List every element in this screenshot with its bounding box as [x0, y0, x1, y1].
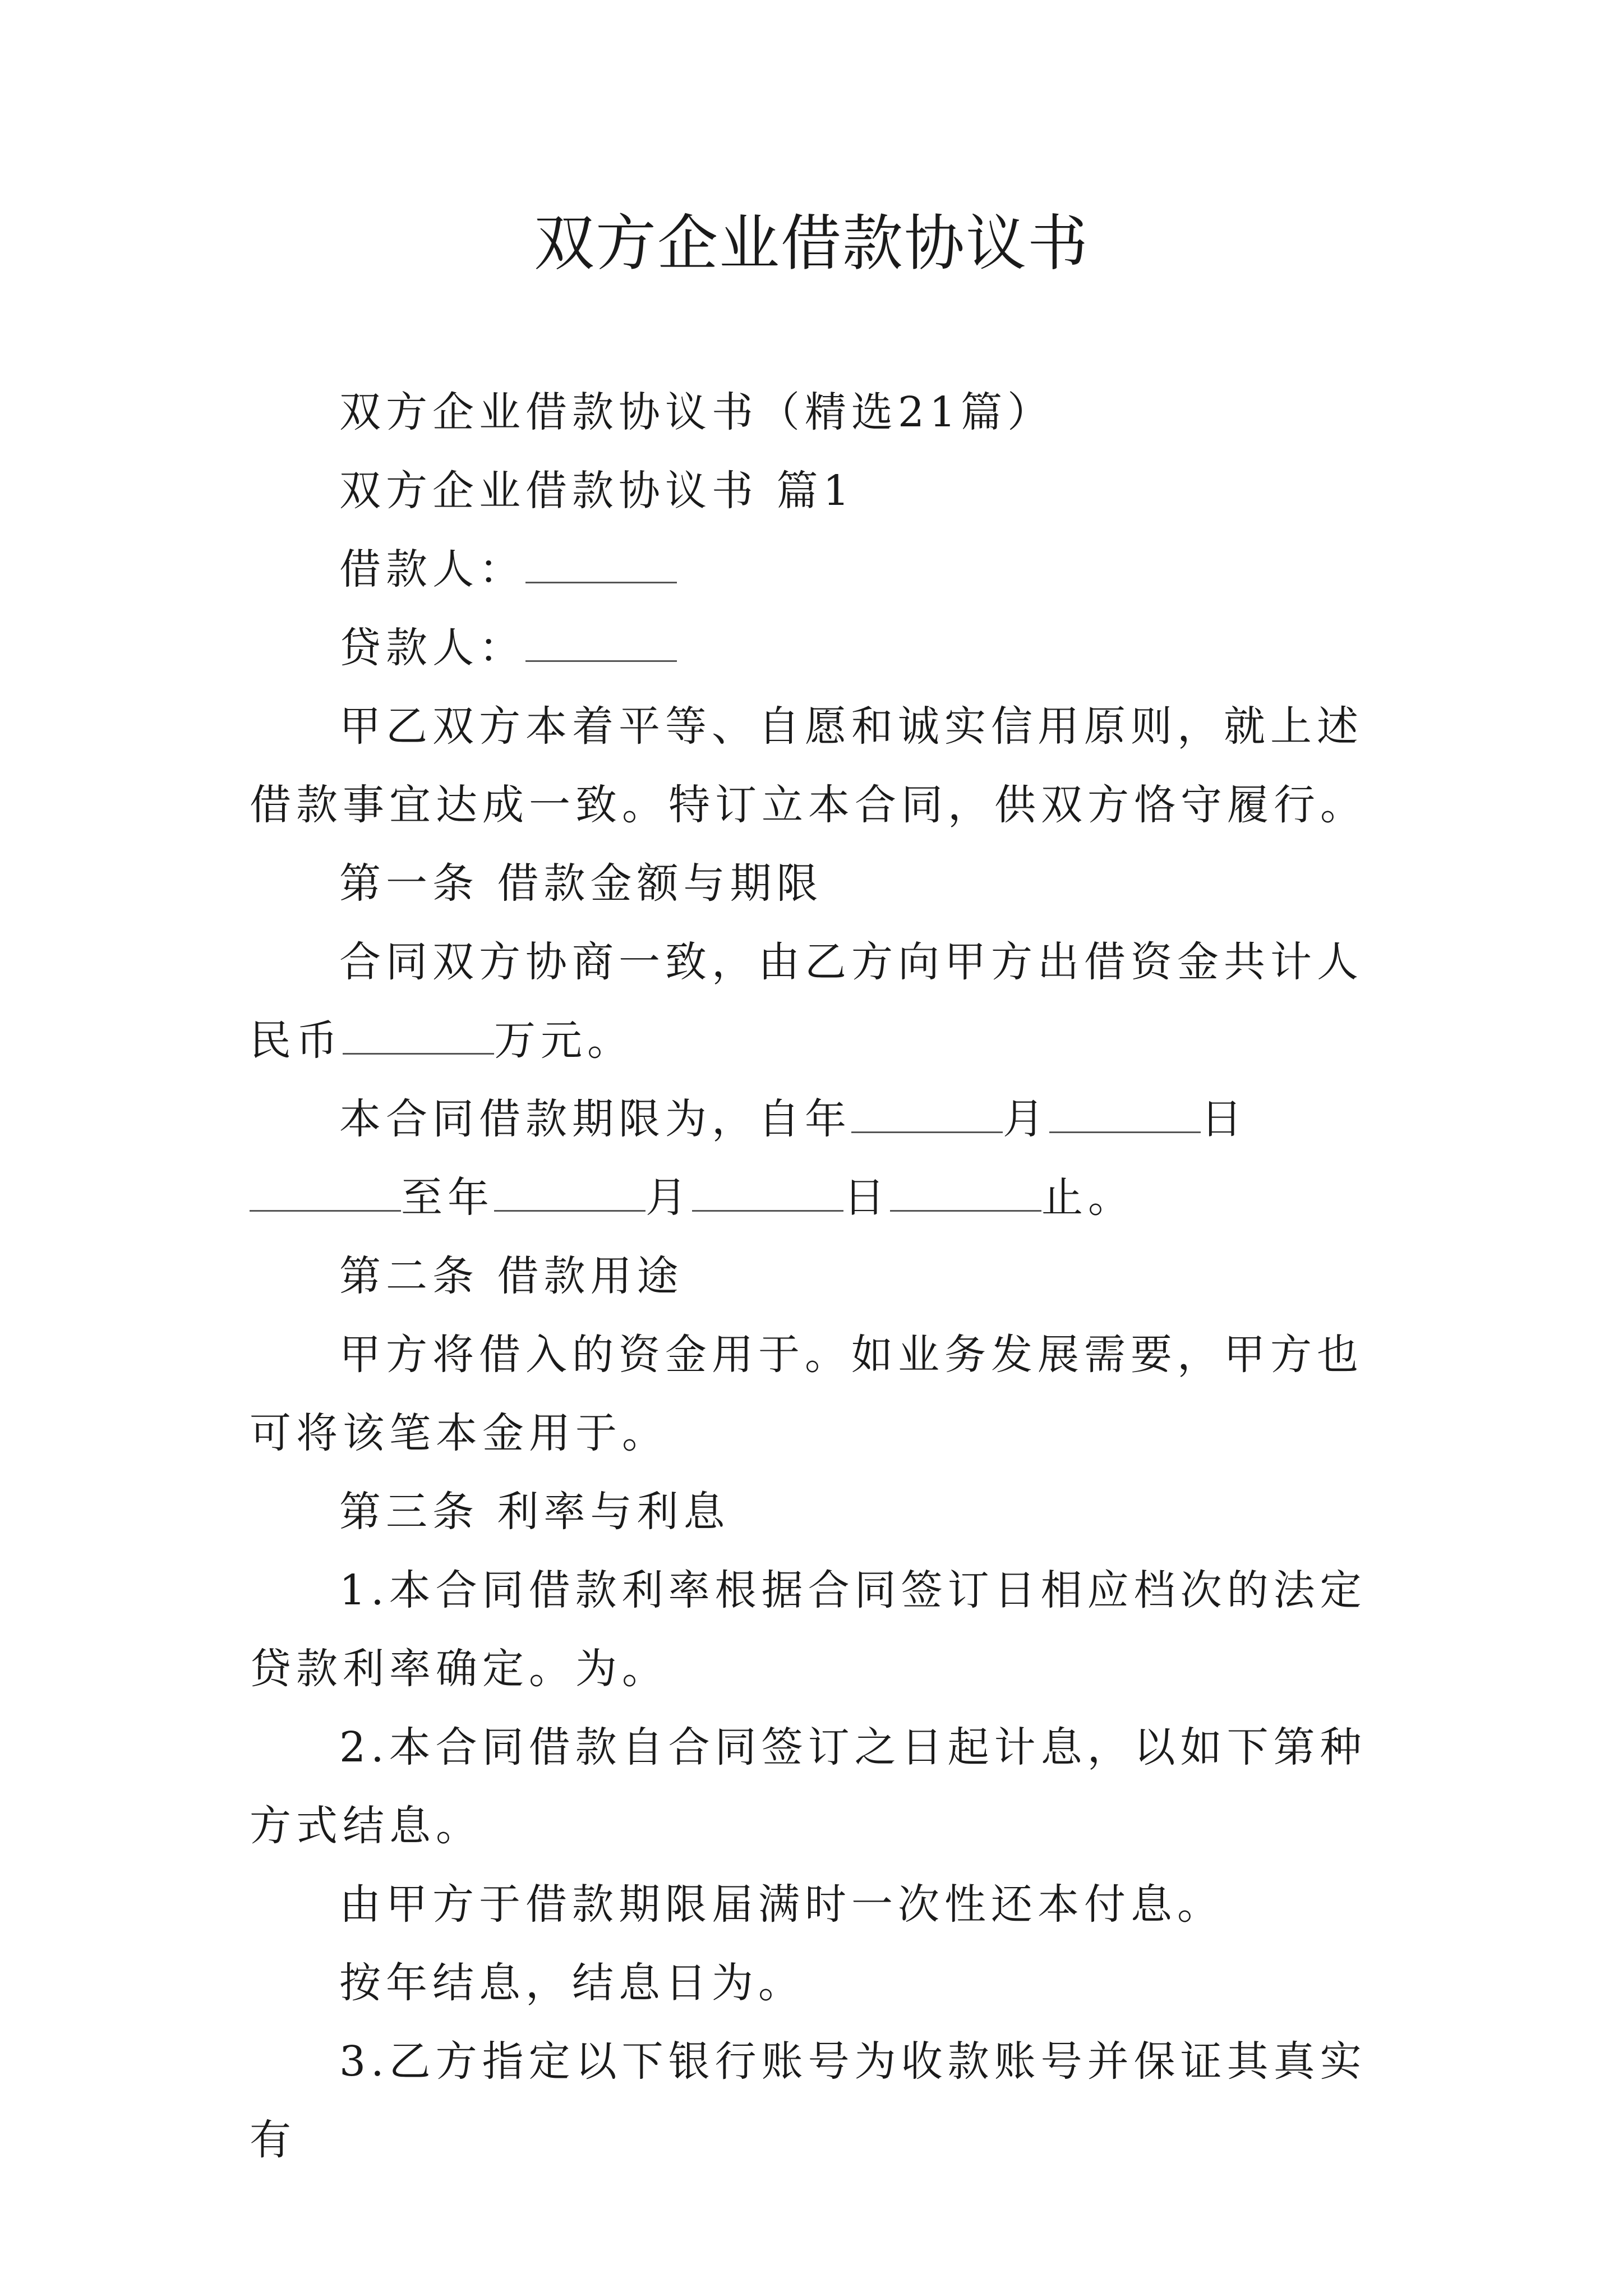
borrower-line: [250, 530, 1394, 609]
document-title: 双方企业借款协议书: [533, 209, 1089, 279]
term-start-day-blank: [250, 1171, 401, 1212]
term-start-month-blank: [1049, 1092, 1201, 1133]
loan-purpose-paragraph: 甲方将借入的资金用于。如业务发展需要，甲方也可将该笔本金用于。: [250, 1331, 1363, 1457]
document-body: [250, 373, 1394, 2179]
term-start-text: 本合同借款期限为，自年: [339, 1095, 851, 1143]
loan-amount-unit: 万元。: [494, 1016, 634, 1065]
term-start-year-blank: [851, 1092, 1003, 1133]
lender-label: 贷款人：: [339, 624, 525, 672]
loan-term-paragraph: [250, 1080, 1394, 1237]
article-1-heading: 第一条 借款金额与期限: [339, 859, 823, 908]
term-end-text: 至年: [401, 1174, 494, 1222]
borrower-blank: [525, 542, 677, 583]
loan-amount-text: 合同双方协商一致，由乙方向甲方出借资金共计人民币: [250, 938, 1363, 1065]
term-end-month-blank: [692, 1171, 843, 1212]
interest-option-2: 按年结息，结息日为。: [339, 1959, 805, 2007]
intro-paragraph: 甲乙双方本着平等、自愿和诚实信用原则，就上述借款事宜达成一致。特订立本合同，供双方恪守履行。: [250, 702, 1367, 829]
term-end-day-label: 日: [843, 1174, 890, 1222]
interest-option-1: 由甲方于借款期限届满时一次性还本付息。: [339, 1880, 1224, 1929]
term-end-month-label: 月: [645, 1174, 692, 1222]
term-end-day-blank: [890, 1171, 1041, 1212]
article-3-heading: 第三条 利率与利息: [339, 1488, 730, 1536]
lender-line: [250, 609, 1394, 687]
loan-amount-blank: [343, 1014, 494, 1055]
term-end-year-blank: [494, 1171, 645, 1212]
interest-rate-paragraph: 1.本合同借款利率根据合同签订日相应档次的法定贷款利率确定。为。: [250, 1566, 1367, 1693]
article-2-heading: 第二条 借款用途: [339, 1252, 684, 1300]
chapter-heading: 双方企业借款协议书 篇1: [339, 467, 855, 515]
bank-account-paragraph: 3.乙方指定以下银行账号为收款账号并保证其真实有: [250, 2037, 1367, 2164]
interest-calculation-paragraph: 2.本合同借款自合同签订之日起计息，以如下第种方式结息。: [250, 1723, 1367, 1850]
subtitle: 双方企业借款协议书（精选21篇）: [339, 388, 1054, 436]
term-start-month-label: 月: [1003, 1095, 1049, 1143]
term-end-suffix: 止。: [1041, 1174, 1135, 1222]
lender-blank: [525, 621, 677, 662]
loan-amount-paragraph: [250, 923, 1394, 1080]
borrower-label: 借款人：: [339, 545, 525, 593]
term-start-day-label: 日: [1201, 1095, 1247, 1143]
